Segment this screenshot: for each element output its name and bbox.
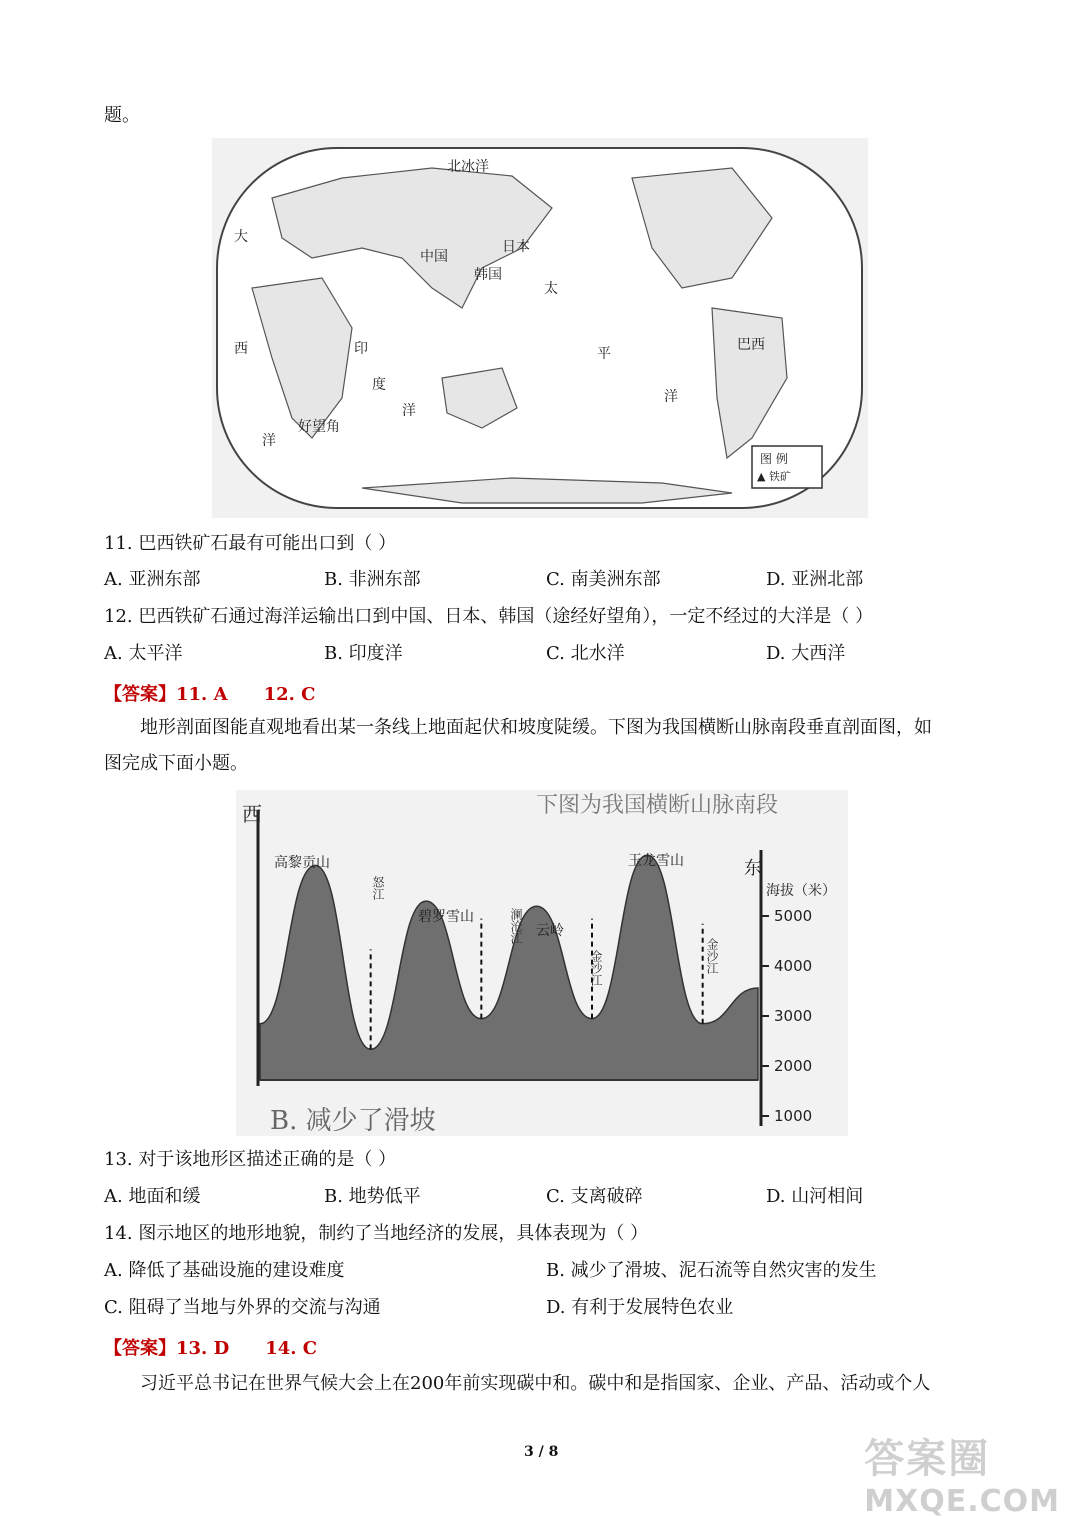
peak-label-3: 云岭	[536, 923, 564, 939]
river-label-jinsha-1: 金沙江	[589, 950, 603, 986]
map-label-atlantic-3: 洋	[262, 433, 276, 449]
question-12-option-c: C. 北水洋	[546, 643, 625, 664]
y-tick-label-3000: 3000	[774, 1007, 813, 1025]
profile-bottom-cut-text: B. 减少了滑坡	[270, 1106, 436, 1136]
y-tick-label-4000: 4000	[774, 957, 813, 975]
watermark	[864, 1427, 1060, 1519]
profile-unit-label: 海拔（米）	[766, 883, 836, 899]
map-label-japan: 日本	[502, 239, 530, 255]
carbon-neutral-intro: 习近平总书记在世界气候大会上在200年前实现碳中和。碳中和是指国家、企业、产品、活动或个人	[140, 1373, 931, 1394]
question-13-option-d: D. 山河相间	[766, 1186, 864, 1207]
intro-tail: 题。	[104, 105, 140, 126]
question-11-stem: 11. 巴西铁矿石最有可能出口到（ ）	[104, 533, 397, 554]
river-label-lancang: 澜沧江	[509, 908, 523, 944]
terrain-profile-figure	[236, 790, 848, 1136]
question-14-option-b: B. 减少了滑坡、泥石流等自然灾害的发生	[546, 1260, 877, 1281]
question-13-stem: 13. 对于该地形区描述正确的是（ ）	[104, 1149, 397, 1170]
map-legend-title: 图 例	[760, 452, 788, 466]
question-14-stem: 14. 图示地区的地形地貌，制约了当地经济的发展，具体表现为（ ）	[104, 1223, 649, 1244]
answer-13: 13. D	[176, 1338, 230, 1359]
answer-14: 14. C	[265, 1338, 318, 1359]
question-12-option-b: B. 印度洋	[324, 643, 403, 664]
map-label-china: 中国	[420, 249, 448, 265]
terrain-profile-area	[260, 855, 758, 1080]
peak-label-2: 碧罗雪山	[418, 909, 474, 925]
river-label-jinsha-2: 金沙江	[705, 938, 719, 974]
answer-block-1	[104, 680, 315, 706]
watermark-top: 答案圈	[864, 1436, 991, 1482]
map-label-pacific-1: 太	[544, 281, 558, 297]
profile-west-label: 西	[242, 802, 262, 826]
page-number: 3 / 8	[524, 1444, 559, 1460]
question-13-option-b: B. 地势低平	[324, 1186, 421, 1207]
river-label-nujiang: 怒江	[371, 876, 385, 900]
answer-block-2	[104, 1334, 317, 1360]
question-14-option-a: A. 降低了基础设施的建设难度	[104, 1260, 345, 1281]
map-label-atlantic-2: 西	[234, 341, 248, 357]
question-12-option-d: D. 大西洋	[766, 643, 846, 664]
question-11-option-c: C. 南美洲东部	[546, 569, 661, 590]
answer-11: 11. A	[176, 684, 228, 705]
profile-top-cut-text: 下图为我国横断山脉南段	[536, 793, 779, 818]
question-12-stem: 12. 巴西铁矿石通过海洋运输出口到中国、日本、韩国（途经好望角），一定不经过的大洋是（ ）	[104, 606, 874, 627]
map-label-pacific-2: 平	[597, 346, 611, 362]
terrain-intro-line-1: 地形剖面图能直观地看出某一条线上地面起伏和坡度陡缓。下图为我国横断山脉南段垂直剖面图，如	[140, 717, 932, 738]
peak-label-4: 玉龙雪山	[628, 853, 684, 869]
answer-12: 12. C	[263, 684, 316, 705]
map-label-brazil: 巴西	[737, 337, 765, 353]
question-11-option-b: B. 非洲东部	[324, 569, 421, 590]
world-map-figure	[212, 138, 868, 518]
question-12-option-a: A. 太平洋	[104, 643, 183, 664]
answer-label: 【答案】	[104, 1338, 176, 1359]
y-tick-label-2000: 2000	[774, 1057, 813, 1075]
question-13-option-c: C. 支离破碎	[546, 1186, 643, 1207]
map-label-cape: 好望角	[298, 419, 340, 435]
profile-east-label: 东	[744, 858, 762, 879]
map-label-pacific-3: 洋	[664, 389, 678, 405]
map-label-indian-2: 度	[372, 377, 386, 393]
terrain-intro-line-2: 图完成下面小题。	[104, 753, 248, 774]
terrain-profile-chart	[236, 790, 848, 1136]
map-label-indian-1: 印	[354, 341, 368, 357]
map-label-north-ice: 北冰洋	[447, 159, 489, 175]
y-tick-label-5000: 5000	[774, 907, 813, 925]
map-legend-item: ▲ 铁矿	[757, 470, 791, 483]
answer-label: 【答案】	[104, 684, 176, 705]
question-13-option-a: A. 地面和缓	[104, 1186, 201, 1207]
question-11-option-d: D. 亚洲北部	[766, 569, 864, 590]
y-tick-label-1000: 1000	[774, 1107, 813, 1125]
map-label-korea: 韩国	[474, 267, 502, 283]
peak-label-1: 高黎贡山	[274, 855, 330, 871]
question-14-option-d: D. 有利于发展特色农业	[546, 1297, 734, 1318]
question-14-option-c: C. 阻碍了当地与外界的交流与沟通	[104, 1297, 381, 1318]
map-label-indian-3: 洋	[402, 403, 416, 419]
map-label-atlantic-1: 大	[234, 229, 248, 245]
question-11-option-a: A. 亚洲东部	[104, 569, 201, 590]
watermark-bottom: MXQE.COM	[864, 1484, 1060, 1519]
